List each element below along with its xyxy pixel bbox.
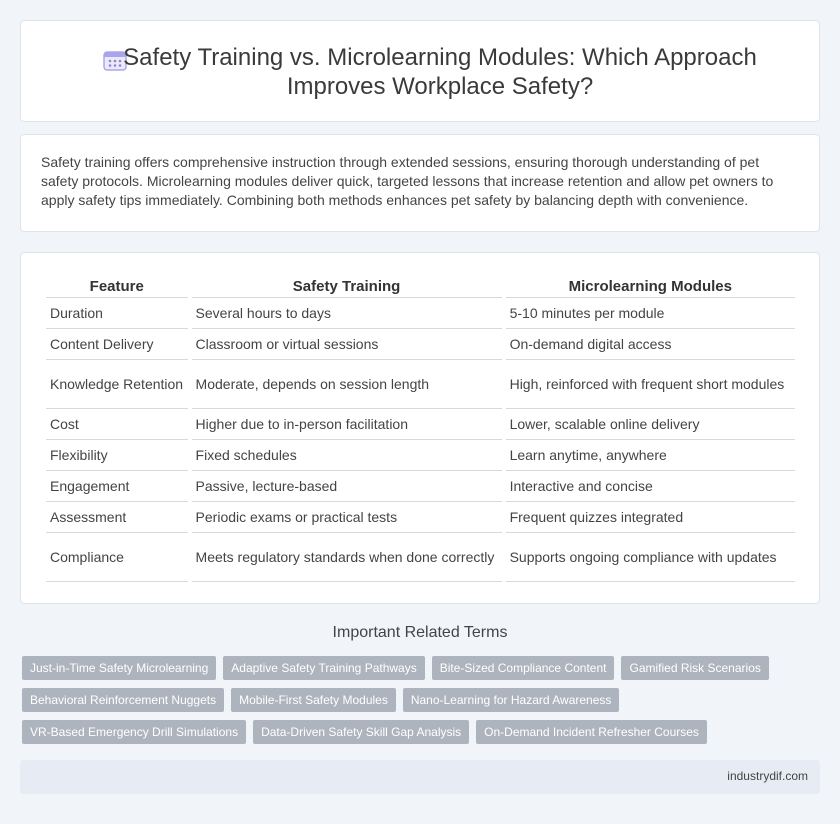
- header-microlearning: Microlearning Modules: [506, 275, 795, 298]
- tag-link[interactable]: Gamified Risk Scenarios: [621, 656, 768, 680]
- table-cell: Duration: [46, 298, 188, 329]
- table-cell: Periodic exams or practical tests: [192, 502, 502, 533]
- table-cell: Compliance: [46, 533, 188, 582]
- table-row: [46, 471, 795, 502]
- header-feature: Feature: [46, 275, 188, 298]
- related-terms-tags: [22, 656, 822, 752]
- tag-link[interactable]: Just-in-Time Safety Microlearning: [22, 656, 216, 680]
- page-title: Safety Training vs. Microlearning Modules: Which Approach Improves Workplace Safety?: [123, 44, 757, 100]
- header-safety-training: Safety Training: [192, 275, 502, 298]
- table-cell: On-demand digital access: [506, 329, 795, 360]
- tag-link[interactable]: Adaptive Safety Training Pathways: [223, 656, 424, 680]
- table-cell: Supports ongoing compliance with updates: [506, 533, 795, 582]
- comparison-card: [20, 252, 820, 604]
- tag-link[interactable]: Behavioral Reinforcement Nuggets: [22, 688, 224, 712]
- table-cell: Knowledge Retention: [46, 360, 188, 409]
- table-cell: Meets regulatory standards when done correctly: [192, 533, 502, 582]
- table-cell: Passive, lecture-based: [192, 471, 502, 502]
- intro-card: [20, 134, 820, 232]
- tag-link[interactable]: On-Demand Incident Refresher Courses: [476, 720, 707, 744]
- table-cell: High, reinforced with frequent short modules: [506, 360, 795, 409]
- tag-row: [22, 688, 822, 712]
- table-row: [46, 502, 795, 533]
- table-cell: Engagement: [46, 471, 188, 502]
- intro-text: Safety training offers comprehensive instruction through extended sessions, ensuring thorough understanding of pet safety protocols. Microlearning modules deliver quick, targeted lessons that increase retention and allow pet owners to apply safety tips immediately. Combining both methods enhances pet safety by balancing depth with convenience.: [41, 154, 774, 208]
- table-row: [46, 360, 795, 409]
- table-cell: Interactive and concise: [506, 471, 795, 502]
- table-cell: Fixed schedules: [192, 440, 502, 471]
- footer-site-link[interactable]: industrydif.com: [727, 769, 808, 783]
- table-cell: 5-10 minutes per module: [506, 298, 795, 329]
- table-cell: Lower, scalable online delivery: [506, 409, 795, 440]
- table-cell: Assessment: [46, 502, 188, 533]
- table-cell: Flexibility: [46, 440, 188, 471]
- tag-row: [22, 656, 822, 680]
- related-terms-heading: Important Related Terms: [332, 624, 508, 641]
- table-row: [46, 409, 795, 440]
- footer: [20, 760, 820, 794]
- tag-row: [22, 720, 822, 744]
- tag-link[interactable]: Bite-Sized Compliance Content: [432, 656, 615, 680]
- comparison-table: [42, 275, 799, 582]
- table-cell: Higher due to in-person facilitation: [192, 409, 502, 440]
- table-cell: Frequent quizzes integrated: [506, 502, 795, 533]
- title-card: [20, 20, 820, 122]
- tag-link[interactable]: Data-Driven Safety Skill Gap Analysis: [253, 720, 469, 744]
- table-header-row: [46, 275, 795, 298]
- table-cell: Moderate, depends on session length: [192, 360, 502, 409]
- table-cell: Content Delivery: [46, 329, 188, 360]
- table-row: [46, 298, 795, 329]
- table-row: [46, 329, 795, 360]
- table-cell: Cost: [46, 409, 188, 440]
- table-cell: Learn anytime, anywhere: [506, 440, 795, 471]
- tag-link[interactable]: Mobile-First Safety Modules: [231, 688, 396, 712]
- table-cell: Several hours to days: [192, 298, 502, 329]
- table-row: [46, 533, 795, 582]
- table-row: [46, 440, 795, 471]
- tag-link[interactable]: Nano-Learning for Hazard Awareness: [403, 688, 620, 712]
- table-cell: Classroom or virtual sessions: [192, 329, 502, 360]
- tag-link[interactable]: VR-Based Emergency Drill Simulations: [22, 720, 246, 744]
